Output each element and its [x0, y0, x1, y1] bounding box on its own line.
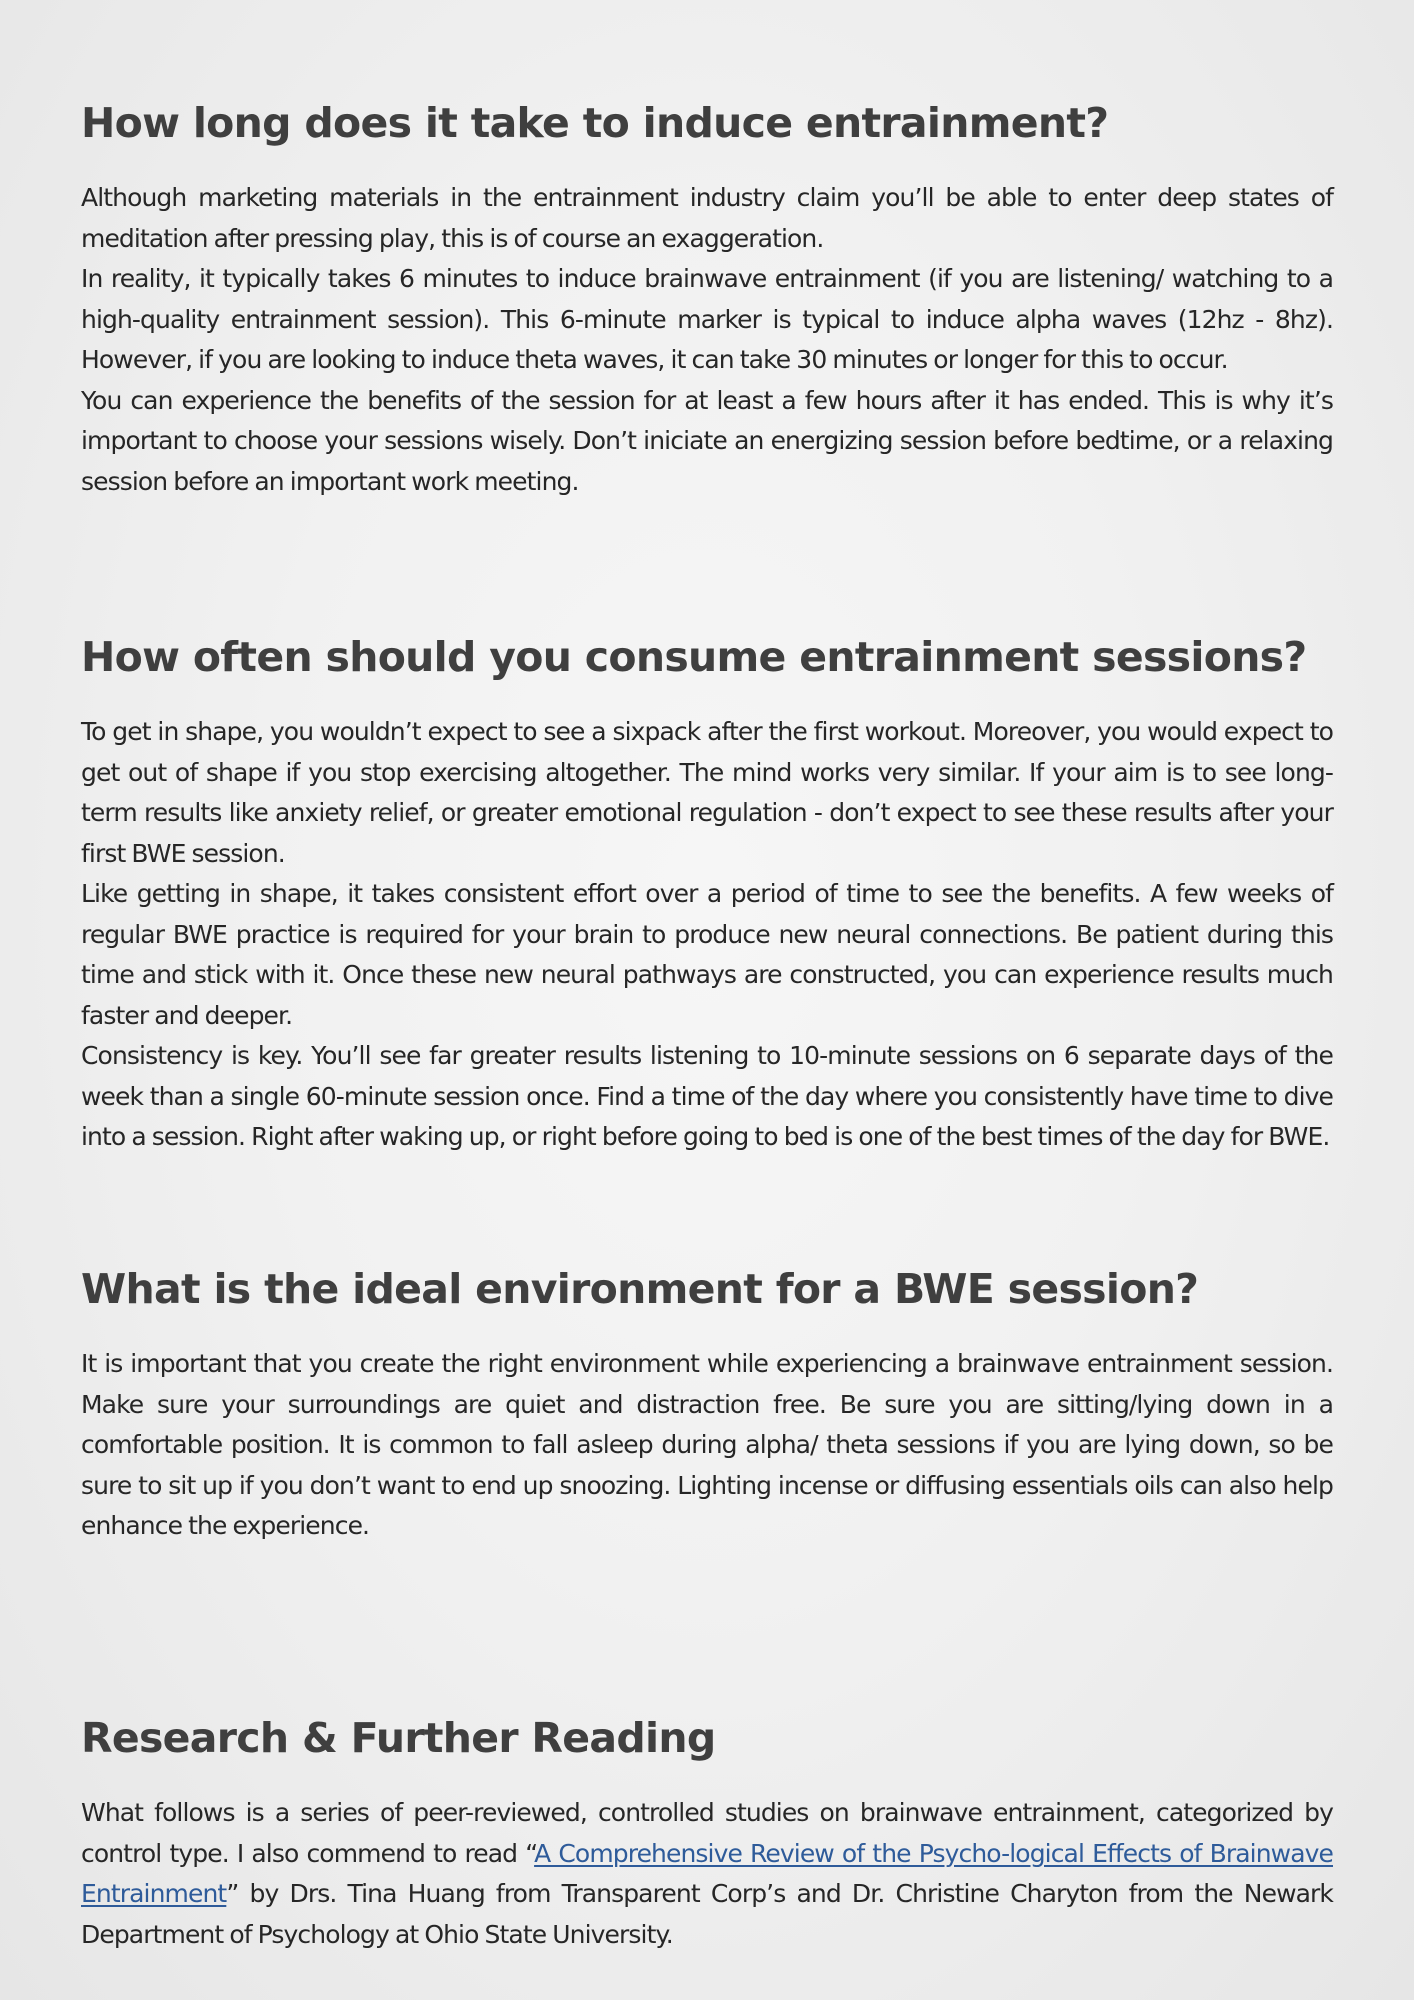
section-ideal-environment: [81, 1262, 1333, 1547]
section-induce-entrainment: [81, 96, 1333, 502]
section-body: [81, 712, 1333, 1158]
section-heading: Research & Further Reading: [81, 1714, 716, 1762]
section-heading: How long does it take to induce entrainment?: [81, 99, 1109, 147]
section-heading: How often should you consume entrainment sessions?: [81, 633, 1307, 681]
paragraph: To get in shape, you wouldn’t expect to see a sixpack after the first workout. Moreover, you would expect to get out of shape if you stop exercising altogether. The mind works very similar. If your aim is to see long-term results like anxiety relief, or greater emotional regulation - don’t expect to see these results after your first BWE session.: [81, 717, 1333, 868]
paragraph: Although marketing materials in the entrainment industry claim you’ll be able to enter deep states of meditation after pressing play, this is of course an exaggeration.: [81, 183, 1333, 253]
paragraph: [81, 1793, 1333, 1955]
paragraph: In reality, it typically takes 6 minutes to induce brainwave entrainment (if you are listening/ watching to a high-quality entrainment session). This 6-minute marker is typical to induce alpha waves (12hz - 8hz). However, if you are looking to induce theta waves, it can take 30 minutes or longer for this to occur.: [81, 264, 1333, 374]
section-body: [81, 1793, 1333, 1955]
paragraph: Like getting in shape, it takes consistent effort over a period of time to see the benefits. A few weeks of regular BWE practice is required for your brain to produce new neural connections. Be patient during this time and stick with it. Once these new neural pathways are constructed, you can experience results much faster and deeper.: [81, 879, 1333, 1030]
section-heading: What is the ideal environment for a BWE session?: [81, 1265, 1199, 1313]
review-article-link[interactable]: A Comprehensive Review of the Psycho-logical Effects of Brainwave Entrainment: [81, 1838, 1333, 1908]
text-before-link: What follows is a series of peer-reviewed, controlled studies on brainwave entrainment, categorized by control type. I also commend to read “: [81, 1798, 1333, 1868]
text-after-link: ” by Drs. Tina Huang from Transparent Corp’s and Dr. Christine Charyton from the Newark Department of Psychology at Ohio State University.: [81, 1879, 1333, 1949]
section-research-reading: [81, 1711, 1333, 1955]
paragraph: You can experience the benefits of the session for at least a few hours after it has ended. This is why it’s important to choose your sessions wisely. Don’t iniciate an energizing session before bedtime, or a relaxing session before an important work meeting.: [81, 385, 1333, 496]
section-body: [81, 1344, 1333, 1547]
section-session-frequency: [81, 630, 1333, 1158]
paragraph: Consistency is key. You’ll see far greater results listening to 10-minute sessions on 6 separate days of the week than a single 60-minute session once. Find a time of the day where you consistently have time to dive into a session. Right after waking up, or right before going to bed is one of the best times of the day for BWE.: [81, 1041, 1333, 1151]
section-body: [81, 178, 1333, 502]
paragraph: It is important that you create the right environment while experiencing a brainwave entrainment session. Make sure your surroundings are quiet and distraction free. Be sure you are sitting/lying down in a comfortable position. It is common to fall asleep during alpha/ theta sessions if you are lying down, so be sure to sit up if you don’t want to end up snoozing. Lighting incense or diffusing essentials oils can also help enhance the experience.: [81, 1349, 1333, 1540]
